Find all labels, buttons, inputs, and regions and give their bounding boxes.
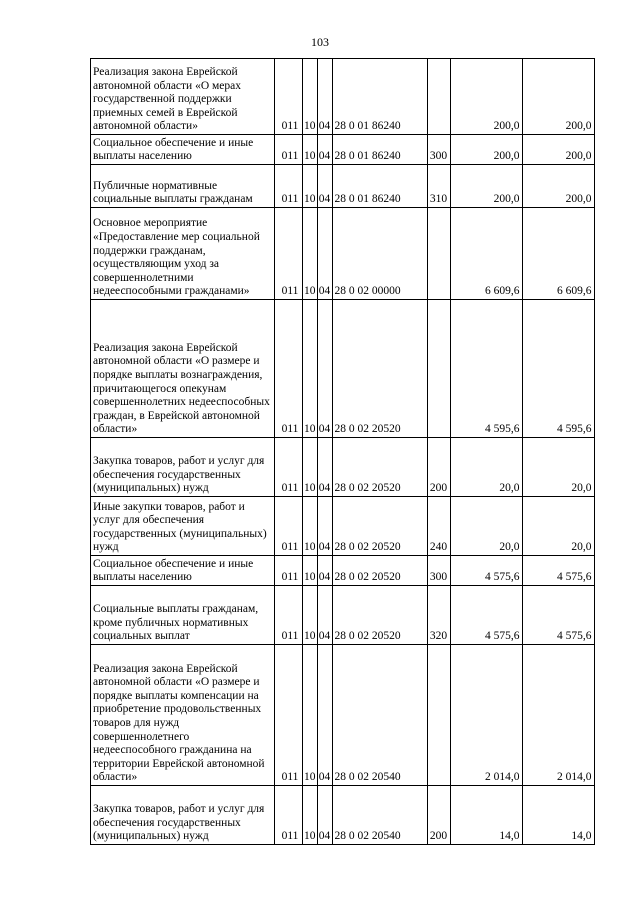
amount-year-2: 14,0	[522, 786, 594, 845]
ministry-code: 011	[275, 586, 303, 645]
table-body	[91, 59, 595, 845]
amount-year-1: 2 014,0	[450, 645, 522, 786]
expense-type-code: 200	[427, 438, 450, 497]
expense-type-code: 320	[427, 586, 450, 645]
subsection-code: 04	[317, 135, 332, 165]
amount-year-1: 20,0	[450, 497, 522, 556]
expense-type-code: 310	[427, 165, 450, 208]
table-row	[91, 497, 595, 556]
subsection-code: 04	[317, 59, 332, 135]
page-number: 103	[311, 35, 329, 49]
ministry-code: 011	[275, 300, 303, 438]
expense-type-code: 240	[427, 497, 450, 556]
amount-year-1: 6 609,6	[450, 208, 522, 300]
program-code: 28 0 02 20540	[332, 786, 427, 845]
subsection-code: 04	[317, 586, 332, 645]
program-code: 28 0 01 86240	[332, 59, 427, 135]
section-code: 10	[303, 135, 318, 165]
row-name: Основное мероприятие «Предоставление мер социальной поддержки гражданам, осуществляющим уход за совершеннолетними недееспособными гражданами»	[91, 208, 275, 300]
budget-table	[90, 58, 595, 845]
subsection-code: 04	[317, 208, 332, 300]
ministry-code: 011	[275, 645, 303, 786]
table-row	[91, 786, 595, 845]
amount-year-1: 20,0	[450, 438, 522, 497]
expense-type-code	[427, 645, 450, 786]
amount-year-1: 200,0	[450, 165, 522, 208]
row-name: Социальное обеспечение и иные выплаты населению	[91, 135, 275, 165]
ministry-code: 011	[275, 165, 303, 208]
program-code: 28 0 02 20520	[332, 586, 427, 645]
row-name: Публичные нормативные социальные выплаты гражданам	[91, 165, 275, 208]
amount-year-2: 4 595,6	[522, 300, 594, 438]
section-code: 10	[303, 586, 318, 645]
amount-year-1: 14,0	[450, 786, 522, 845]
amount-year-2: 200,0	[522, 165, 594, 208]
program-code: 28 0 02 20520	[332, 556, 427, 586]
program-code: 28 0 02 20520	[332, 497, 427, 556]
section-code: 10	[303, 438, 318, 497]
amount-year-2: 200,0	[522, 135, 594, 165]
subsection-code: 04	[317, 556, 332, 586]
expense-type-code	[427, 300, 450, 438]
row-name: Социальное обеспечение и иные выплаты населению	[91, 556, 275, 586]
section-code: 10	[303, 497, 318, 556]
section-code: 10	[303, 165, 318, 208]
table-row	[91, 300, 595, 438]
table-row	[91, 59, 595, 135]
row-name: Социальные выплаты гражданам, кроме публичных нормативных социальных выплат	[91, 586, 275, 645]
ministry-code: 011	[275, 59, 303, 135]
row-name: Реализация закона Еврейской автономной области «О размере и порядке выплаты компенсации на приобретение продовольственных товаров для нужд совершеннолетнего недееспособного гражданина на территории Еврейской автономной области»	[91, 645, 275, 786]
amount-year-2: 2 014,0	[522, 645, 594, 786]
expense-type-code: 300	[427, 556, 450, 586]
expense-type-code	[427, 208, 450, 300]
expense-type-code	[427, 59, 450, 135]
amount-year-2: 6 609,6	[522, 208, 594, 300]
table-row	[91, 556, 595, 586]
amount-year-2: 4 575,6	[522, 586, 594, 645]
expense-type-code: 200	[427, 786, 450, 845]
ministry-code: 011	[275, 135, 303, 165]
program-code: 28 0 02 20540	[332, 645, 427, 786]
ministry-code: 011	[275, 497, 303, 556]
subsection-code: 04	[317, 300, 332, 438]
row-name: Закупка товаров, работ и услуг для обеспечения государственных (муниципальных) нужд	[91, 438, 275, 497]
row-name: Реализация закона Еврейской автономной области «О размере и порядке выплаты вознаграждения, причитающегося опекунам совершеннолетних недееспособных граждан, в Еврейской автономной области»	[91, 300, 275, 438]
table-row	[91, 645, 595, 786]
expense-type-code: 300	[427, 135, 450, 165]
amount-year-1: 200,0	[450, 135, 522, 165]
amount-year-1: 4 575,6	[450, 556, 522, 586]
amount-year-2: 20,0	[522, 438, 594, 497]
row-name: Закупка товаров, работ и услуг для обеспечения государственных (муниципальных) нужд	[91, 786, 275, 845]
subsection-code: 04	[317, 645, 332, 786]
row-name: Реализация закона Еврейской автономной области «О мерах государственной поддержки приемных семей в Еврейской автономной области»	[91, 59, 275, 135]
amount-year-2: 200,0	[522, 59, 594, 135]
program-code: 28 0 02 00000	[332, 208, 427, 300]
section-code: 10	[303, 645, 318, 786]
subsection-code: 04	[317, 497, 332, 556]
program-code: 28 0 01 86240	[332, 165, 427, 208]
amount-year-1: 200,0	[450, 59, 522, 135]
ministry-code: 011	[275, 556, 303, 586]
section-code: 10	[303, 556, 318, 586]
table-row	[91, 165, 595, 208]
row-name: Иные закупки товаров, работ и услуг для обеспечения государственных (муниципальных) нужд	[91, 497, 275, 556]
subsection-code: 04	[317, 438, 332, 497]
ministry-code: 011	[275, 438, 303, 497]
amount-year-2: 4 575,6	[522, 556, 594, 586]
amount-year-1: 4 595,6	[450, 300, 522, 438]
table-row	[91, 208, 595, 300]
subsection-code: 04	[317, 786, 332, 845]
table-row	[91, 438, 595, 497]
subsection-code: 04	[317, 165, 332, 208]
amount-year-2: 20,0	[522, 497, 594, 556]
section-code: 10	[303, 208, 318, 300]
program-code: 28 0 02 20520	[332, 300, 427, 438]
table-row	[91, 586, 595, 645]
section-code: 10	[303, 300, 318, 438]
table-row	[91, 135, 595, 165]
section-code: 10	[303, 786, 318, 845]
program-code: 28 0 01 86240	[332, 135, 427, 165]
ministry-code: 011	[275, 786, 303, 845]
section-code: 10	[303, 59, 318, 135]
program-code: 28 0 02 20520	[332, 438, 427, 497]
ministry-code: 011	[275, 208, 303, 300]
amount-year-1: 4 575,6	[450, 586, 522, 645]
